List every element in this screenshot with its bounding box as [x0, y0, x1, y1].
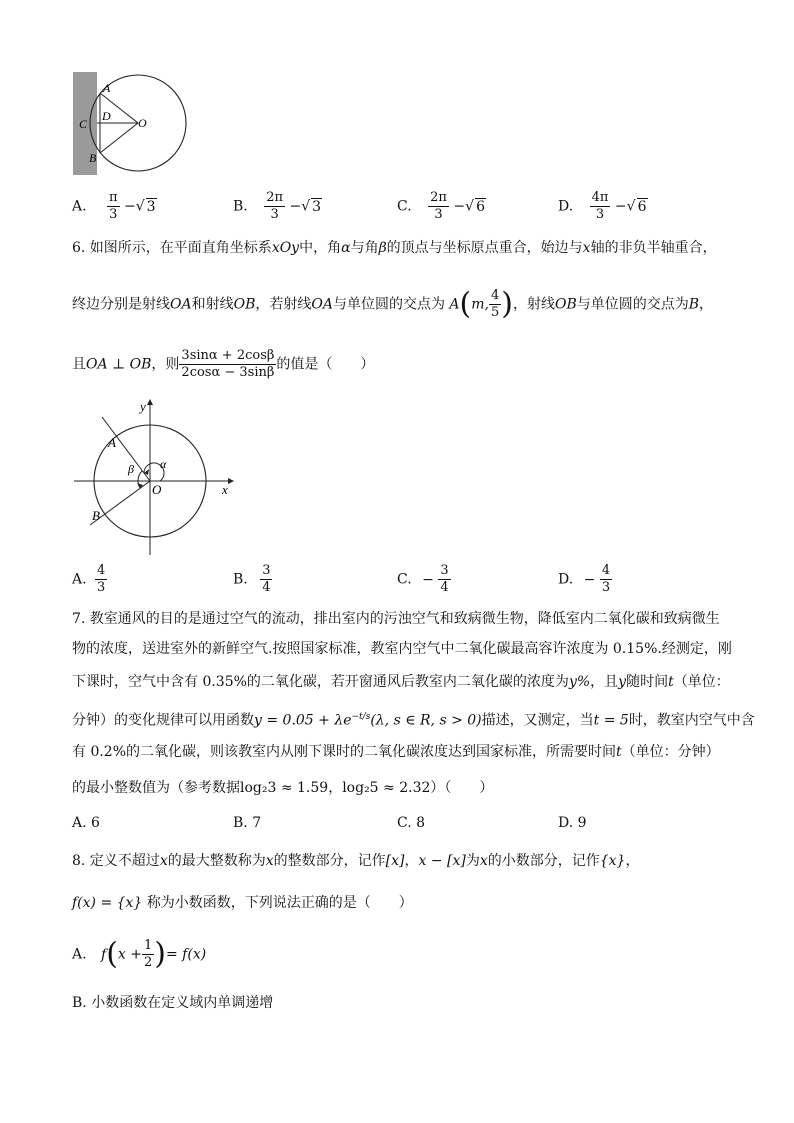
q6-option-b[interactable]: B. $\frac{3}{4}$: [233, 563, 271, 595]
label-d: D: [102, 109, 111, 123]
label-alpha: α: [160, 457, 167, 471]
q6-line-2: 终边分别是射线OA和射线OB，若射线OA与单位圆的交点为 A(m, $\frac{4}{5}$ )，射线OB与单位圆的交点为B，: [72, 286, 714, 322]
label-b: B: [89, 151, 97, 165]
label-b: B: [92, 508, 100, 523]
x-axis-arrow: [228, 478, 234, 484]
label-y: y: [140, 399, 146, 414]
q6-option-d[interactable]: D. − $\frac{4}{3}$: [558, 563, 611, 595]
label-beta: β: [128, 462, 134, 476]
q6-line-1: 6. 如图所示，在平面直角坐标系xOy中，角α与角β的顶点与坐标原点重合，始边与x轴的非负半轴重合，: [72, 240, 717, 256]
q8-option-b[interactable]: B. 小数函数在定义域内单调递增: [72, 995, 274, 1011]
q8-line-1: 8. 定义不超过x的最大整数称为x的整数部分，记作[x]，x − [x]为x的小数部分，记作{x}，: [72, 853, 640, 869]
segment-bo: [100, 123, 138, 153]
q7-option-b[interactable]: B. 7: [233, 815, 262, 831]
q6-figure: [70, 395, 240, 560]
q8-option-a[interactable]: A. f(x + $\frac{1}{2}$ )= f(x): [72, 936, 207, 972]
q8-line-2: f(x) = {x} 称为小数函数，下列说法正确的是（ ）: [72, 895, 413, 911]
q7-option-a[interactable]: A. 6: [72, 815, 100, 831]
q6-option-a[interactable]: A. $\frac{4}{3}$: [72, 563, 106, 595]
label-x: x: [222, 482, 228, 497]
q5-figure: [70, 70, 190, 175]
q7-option-d[interactable]: D. 9: [558, 815, 587, 831]
q7-option-c[interactable]: C. 8: [397, 815, 426, 831]
y-axis-arrow: [147, 399, 153, 405]
q7-line-4: 分钟）的变化规律可以用函数$y = 0.05 + \lambda e^{-t/s}(\lambda$, s ∈ R, s > 0)描述，又测定，当t = 5时，教室内空气中含: [72, 712, 755, 729]
q5-option-c[interactable]: C. $\frac{2\pi}{3}$ −√ 6: [397, 190, 485, 222]
q6-option-c[interactable]: C. − $\frac{3}{4}$: [397, 563, 449, 595]
q6-line-3: 且OA ⊥ OB，则 $\frac{3\sin\alpha + 2\cos\beta}{2\cos\alpha - 3\sin\beta}$ 的值是（ ）: [72, 348, 375, 380]
q7-line-1: 7. 教室通风的目的是通过空气的流动，排出室内的污浊空气和致病微生物，降低室内二氧化碳和致病微生: [72, 611, 720, 627]
q5-option-d[interactable]: D. $\frac{4\pi}{3}$ −√ 6: [558, 190, 647, 222]
q5-option-a[interactable]: A. $\frac{\pi}{3}$ −√ 3: [72, 190, 156, 222]
label-o: O: [152, 482, 162, 497]
q7-line-5: 有 0.2%的二氧化碳，则该教室内从刚下课时的二氧化碳浓度达到国家标准，所需要时间t（单位：分钟）: [72, 744, 720, 760]
label-o: O: [138, 116, 147, 130]
q7-line-3: 下课时，空气中含有 0.35%的二氧化碳，若开窗通风后教室内二氧化碳的浓度为y%，且y随时间t（单位：: [72, 674, 730, 690]
q5-option-b[interactable]: B. $\frac{2\pi}{3}$ −√ 3: [233, 190, 322, 222]
q7-line-2: 物的浓度，送进室外的新鲜空气.按照国家标准，教室内空气中二氧化碳最高容许浓度为 0.15%.经测定，刚: [72, 641, 732, 657]
q7-line-6: 的最小整数值为（参考数据log₂3 ≈ 1.59，log₂5 ≈ 2.32）（ ）: [72, 780, 494, 796]
label-c: C: [79, 117, 88, 131]
label-a: A: [103, 81, 111, 95]
label-a: A: [108, 435, 116, 450]
